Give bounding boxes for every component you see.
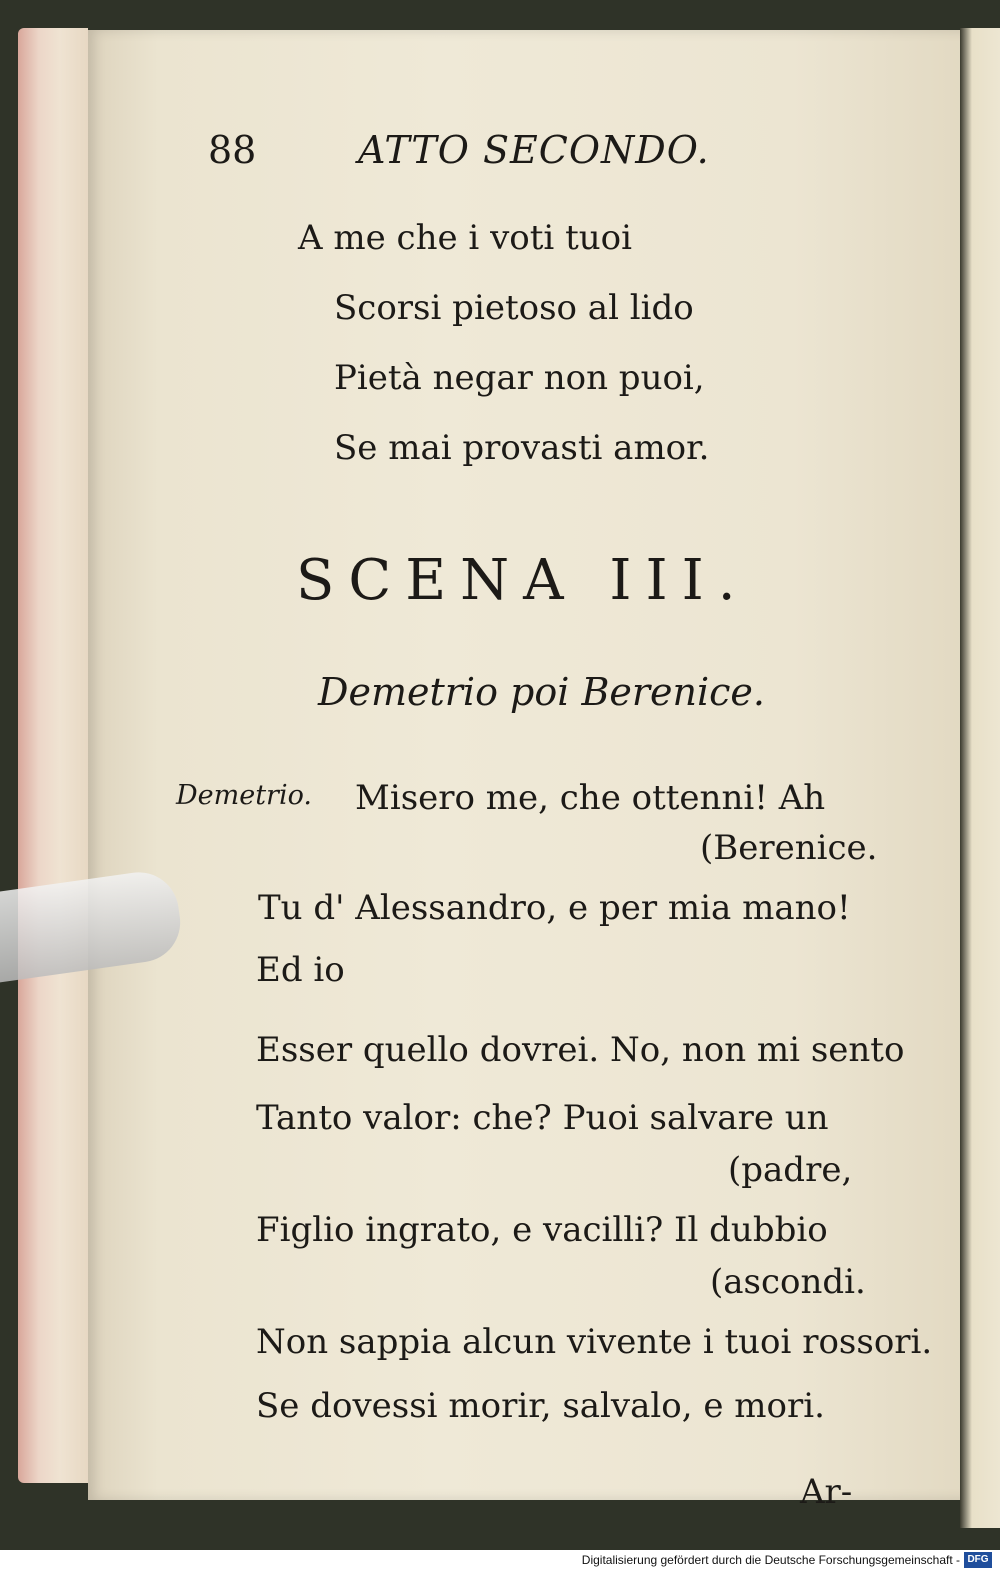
speech-line: (padre, — [728, 1150, 853, 1190]
verse-line: Se mai provasti amor. — [334, 428, 710, 468]
speech-line: Figlio ingrato, e vacilli? Il dubbio — [256, 1210, 828, 1250]
adjacent-page-strip — [960, 28, 1000, 1528]
speech-line: Tu d' Alessandro, e per mia mano! — [258, 888, 851, 928]
speech-line: (ascondi. — [710, 1262, 866, 1302]
speech-line: Se dovessi morir, salvalo, e mori. — [256, 1386, 825, 1426]
scene-title: SCENA III. — [296, 548, 750, 613]
verse-line: A me che i voti tuoi — [298, 218, 633, 258]
speech-line: Misero me, che ottenni! Ah — [355, 778, 826, 818]
running-head: ATTO SECONDO. — [358, 128, 710, 172]
speech-line: Non sappia alcun vivente i tuoi rossori. — [256, 1322, 933, 1362]
footer-credit: Digitalisierung gefördert durch die Deutsche Forschungsgemeinschaft - — [581, 1553, 960, 1567]
speech-line: Ed io — [256, 950, 345, 990]
dfg-logo: DFG — [964, 1552, 992, 1568]
catchword: Ar- — [800, 1472, 853, 1512]
verse-line: Pietà negar non puoi, — [334, 358, 705, 398]
speech-line: Esser quello dovrei. No, non mi sento — [256, 1030, 905, 1070]
verse-line: Scorsi pietoso al lido — [334, 288, 694, 328]
scene-characters: Demetrio poi Berenice. — [318, 670, 766, 714]
page-number: 88 — [208, 128, 257, 172]
book-page-edges — [18, 28, 88, 1483]
speaker-name: Demetrio. — [176, 780, 312, 811]
speech-line: Tanto valor: che? Puoi salvare un — [256, 1098, 829, 1138]
speech-line: (Berenice. — [700, 828, 878, 868]
